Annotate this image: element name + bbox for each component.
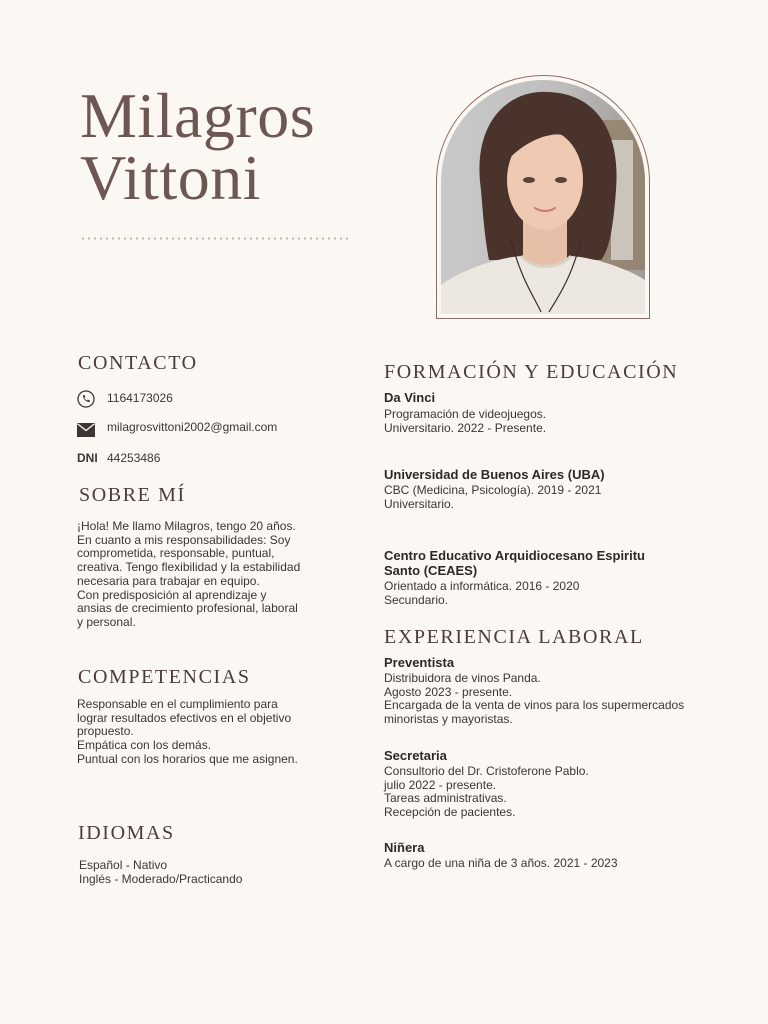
skills-line: lograr resultados efectivos en el objetivo bbox=[77, 710, 292, 725]
phone-icon bbox=[77, 390, 95, 413]
education-entry bbox=[384, 548, 645, 607]
about-line: comprometida, responsable, puntual, bbox=[77, 546, 275, 561]
language-item: Inglés - Moderado/Practicando bbox=[79, 871, 243, 886]
skills-text bbox=[77, 698, 298, 767]
experience-entry-line: Recepción de pacientes. bbox=[384, 805, 516, 820]
mail-icon bbox=[77, 423, 95, 442]
about-line: necesaria para trabajar en equipo. bbox=[77, 573, 260, 588]
skills-title: COMPETENCIAS bbox=[78, 666, 251, 688]
education-entry-line: Universitario. 2022 - Presente. bbox=[384, 420, 547, 435]
languages-title: IDIOMAS bbox=[78, 822, 175, 844]
dotted-divider bbox=[80, 237, 350, 240]
about-line: ¡Hola! Me llamo Milagros, tengo 20 años. bbox=[77, 519, 296, 533]
experience-entry-line: Encargada de la venta de vinos para los supermercados bbox=[384, 698, 685, 713]
experience-entry-line: Agosto 2023 - presente. bbox=[384, 684, 513, 699]
contact-title: CONTACTO bbox=[78, 352, 198, 374]
about-line: creativa. Tengo flexibilidad y la estabilidad bbox=[77, 560, 301, 575]
experience-entry bbox=[384, 655, 684, 727]
experience-entry-line: Distribuidora de vinos Panda. bbox=[384, 671, 541, 685]
languages-text bbox=[79, 859, 242, 886]
education-entry-line: Secundario. bbox=[384, 592, 449, 607]
experience-entry bbox=[384, 748, 589, 820]
education-entry-line: CBC (Medicina, Psicología). 2019 - 2021 bbox=[384, 483, 602, 497]
last-name: Vittoni bbox=[80, 142, 261, 213]
phone-number[interactable]: 1164173026 bbox=[107, 391, 173, 405]
experience-title: EXPERIENCIA LABORAL bbox=[384, 626, 644, 648]
education-entry-line: Orientado a informática. 2016 - 2020 bbox=[384, 579, 580, 593]
education-entry bbox=[384, 467, 605, 511]
skills-line: Puntual con los horarios que me asignen. bbox=[77, 751, 298, 766]
education-entry-line: Universitario. bbox=[384, 496, 455, 511]
skills-line: propuesto. bbox=[77, 724, 134, 739]
experience-entry-title: Preventista bbox=[384, 655, 455, 670]
education-entry-title: Santo (CEAES) bbox=[384, 563, 478, 578]
experience-entry-line: Consultorio del Dr. Cristoferone Pablo. bbox=[384, 764, 589, 778]
profile-photo bbox=[441, 80, 645, 314]
about-line: Con predisposición al aprendizaje y bbox=[77, 587, 267, 602]
about-line: En cuanto a mis responsabilidades: Soy bbox=[77, 532, 291, 547]
about-title: SOBRE MÍ bbox=[79, 484, 186, 506]
about-line: ansias de crecimiento profesional, laboral bbox=[77, 601, 298, 616]
first-name: Milagros bbox=[80, 80, 316, 151]
education-entry-title: Universidad de Buenos Aires (UBA) bbox=[384, 467, 605, 482]
education-entry-line: Programación de videojuegos. bbox=[384, 407, 547, 421]
experience-entry-line: A cargo de una niña de 3 años. 2021 - 2023 bbox=[384, 856, 618, 870]
about-text bbox=[77, 520, 300, 630]
education-entry bbox=[384, 390, 546, 435]
education-entry-title: Centro Educativo Arquidiocesano Espiritu bbox=[384, 548, 645, 563]
education-title: FORMACIÓN Y EDUCACIÓN bbox=[384, 361, 679, 383]
email-address[interactable]: milagrosvittoni2002@gmail.com bbox=[107, 420, 278, 434]
experience-entry bbox=[384, 840, 618, 871]
dni-label: DNI bbox=[77, 451, 98, 465]
experience-entry-title: Niñera bbox=[384, 840, 425, 855]
language-item: Español - Nativo bbox=[79, 858, 168, 872]
skills-line: Responsable en el cumplimiento para bbox=[77, 697, 278, 711]
about-line: y personal. bbox=[77, 614, 136, 629]
education-entry-title: Da Vinci bbox=[384, 390, 436, 405]
skills-line: Empática con los demás. bbox=[77, 738, 212, 753]
experience-entry-line: julio 2022 - presente. bbox=[384, 777, 497, 792]
experience-entry-line: Tareas administrativas. bbox=[384, 791, 507, 806]
dni-value: 44253486 bbox=[107, 451, 161, 465]
experience-entry-line: minoristas y mayoristas. bbox=[384, 712, 513, 727]
experience-entry-title: Secretaria bbox=[384, 748, 447, 763]
profile-photo-illustration bbox=[441, 80, 645, 314]
